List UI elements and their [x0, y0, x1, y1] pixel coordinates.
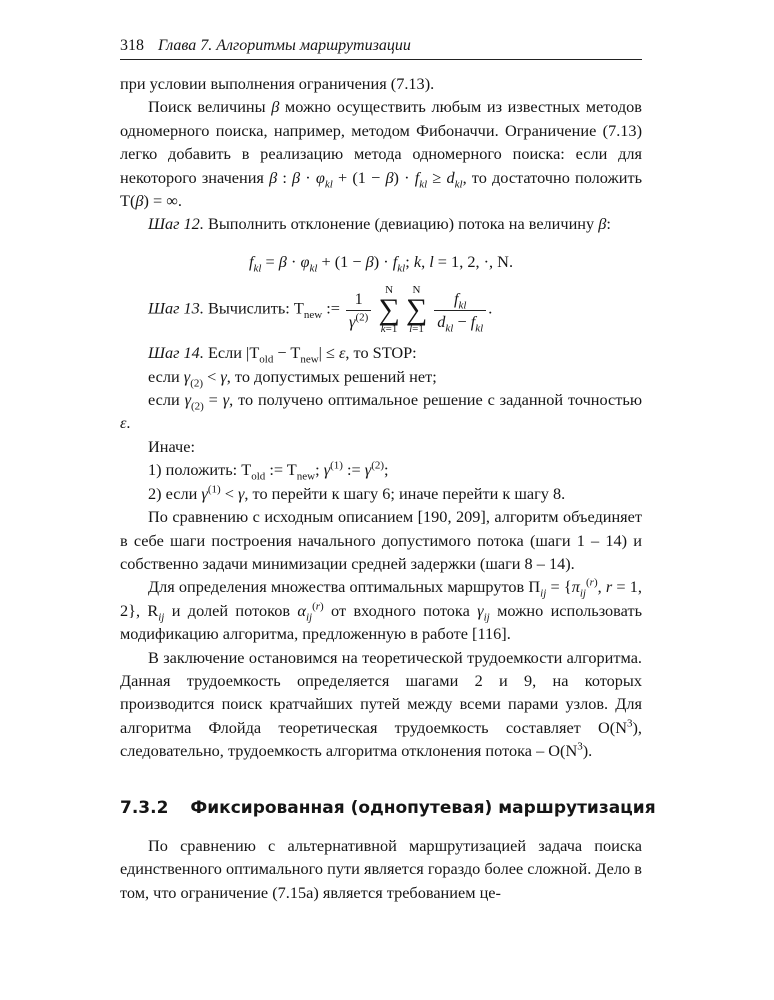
book-page	[120, 36, 656, 904]
formula-flow-deviation: $f_{kl} = \beta \cdot \varphi_{kl} + (1 - \beta) \cdot f_{kl}$; k, l = 1, 2, ·, N.	[248, 251, 514, 275]
paragraph-4: Для определения множества оптимальных маршрутов $\Pi_{ij} = \{\pi_{ij}^{(r)}$, r = 1, 2}, $R_{ij}$ и долей потоков $\alpha_{ij}^{(r)}$ от входного потока $\gamma_{ij}$ можно использовать модификацию алгоритма, предложенную в работе [116].	[120, 576, 642, 644]
step-13: Шаг 13. Вычислить: $T_{new}$ := $\frac{1}{\gamma^{(2)}}$ N ∑ k=1 N ∑ l=1 $\frac{f_{kl}}{d_{kl} - f_{kl}}$ .	[148, 284, 493, 336]
step-12: Шаг 12. Выполнить отклонение (девиацию) потока на величину β:	[148, 214, 611, 234]
step-14-case-2: если $\gamma_{(2)} = \gamma$, то получено оптимальное решение с заданной точностью ε.	[120, 390, 642, 433]
else-item-1: 1) положить: $T_{old}$ := $T_{new}$; $\gamma^{(1)}$ := $\gamma^{(2)}$;	[148, 459, 389, 483]
else-item-2: 2) если $\gamma^{(1)} < \gamma$, то перейти к шагу 6; иначе перейти к шагу 8.	[148, 483, 566, 503]
chapter-title: Глава 7. Алгоритмы маршрутизации	[158, 37, 411, 54]
else-label: Иначе:	[148, 436, 195, 456]
running-header	[120, 36, 642, 60]
paragraph-5: В заключение остановимся на теоретической трудоемкости алгоритма. Данная трудоемкость определяется шагами 2 и 9, на которых производится поиск кратчайших путей между всеми парами узлов. Для алгоритма Флойда теоретическая трудоемкость составляет $O(N^3)$, следовательно, трудоемкость алгоритма отклонения потока – $O(N^3)$.	[120, 647, 642, 761]
paragraph-1: при условии выполнения ограничения (7.13).	[120, 74, 435, 93]
section-title: Фиксированная (однопутевая) маршрутизация	[190, 797, 656, 818]
paragraph-2: Поиск величины β можно осуществить любым из известных методов одномерного поиска, например, методом Фибоначчи. Ограничение (7.13) легко добавить в реализацию метода одномерного поиска: если для некоторого значения β : $\beta \cdot \varphi_{kl} + (1 - \beta) \cdot f_{kl} \ge d_{kl}$, то достаточно положить T(β) = ∞.	[120, 97, 642, 211]
step-14: Шаг 14. Если $|T_{old} - T_{new}| \le \varepsilon$, то STOP:	[148, 343, 417, 366]
paragraph-6: По сравнению с альтернативной маршрутизацией задача поиска единственного оптимального пути является гораздо более сложной. Дело в том, что ограничение (7.15а) является требованием це-	[120, 835, 642, 902]
section-number: 7.3.2	[120, 797, 169, 818]
section-heading	[120, 797, 656, 820]
step-14-case-1: если $\gamma_{(2)} < \gamma$, то допустимых решений нет;	[148, 366, 437, 389]
paragraph-3: По сравнению с исходным описанием [190, 209], алгоритм объединяет в себе шаги построения начального допустимого потока (шаги 1 – 14) и собственно задачи минимизации средней задержки (шаги 8 – 14).	[120, 507, 642, 573]
page-number: 318	[120, 37, 144, 54]
